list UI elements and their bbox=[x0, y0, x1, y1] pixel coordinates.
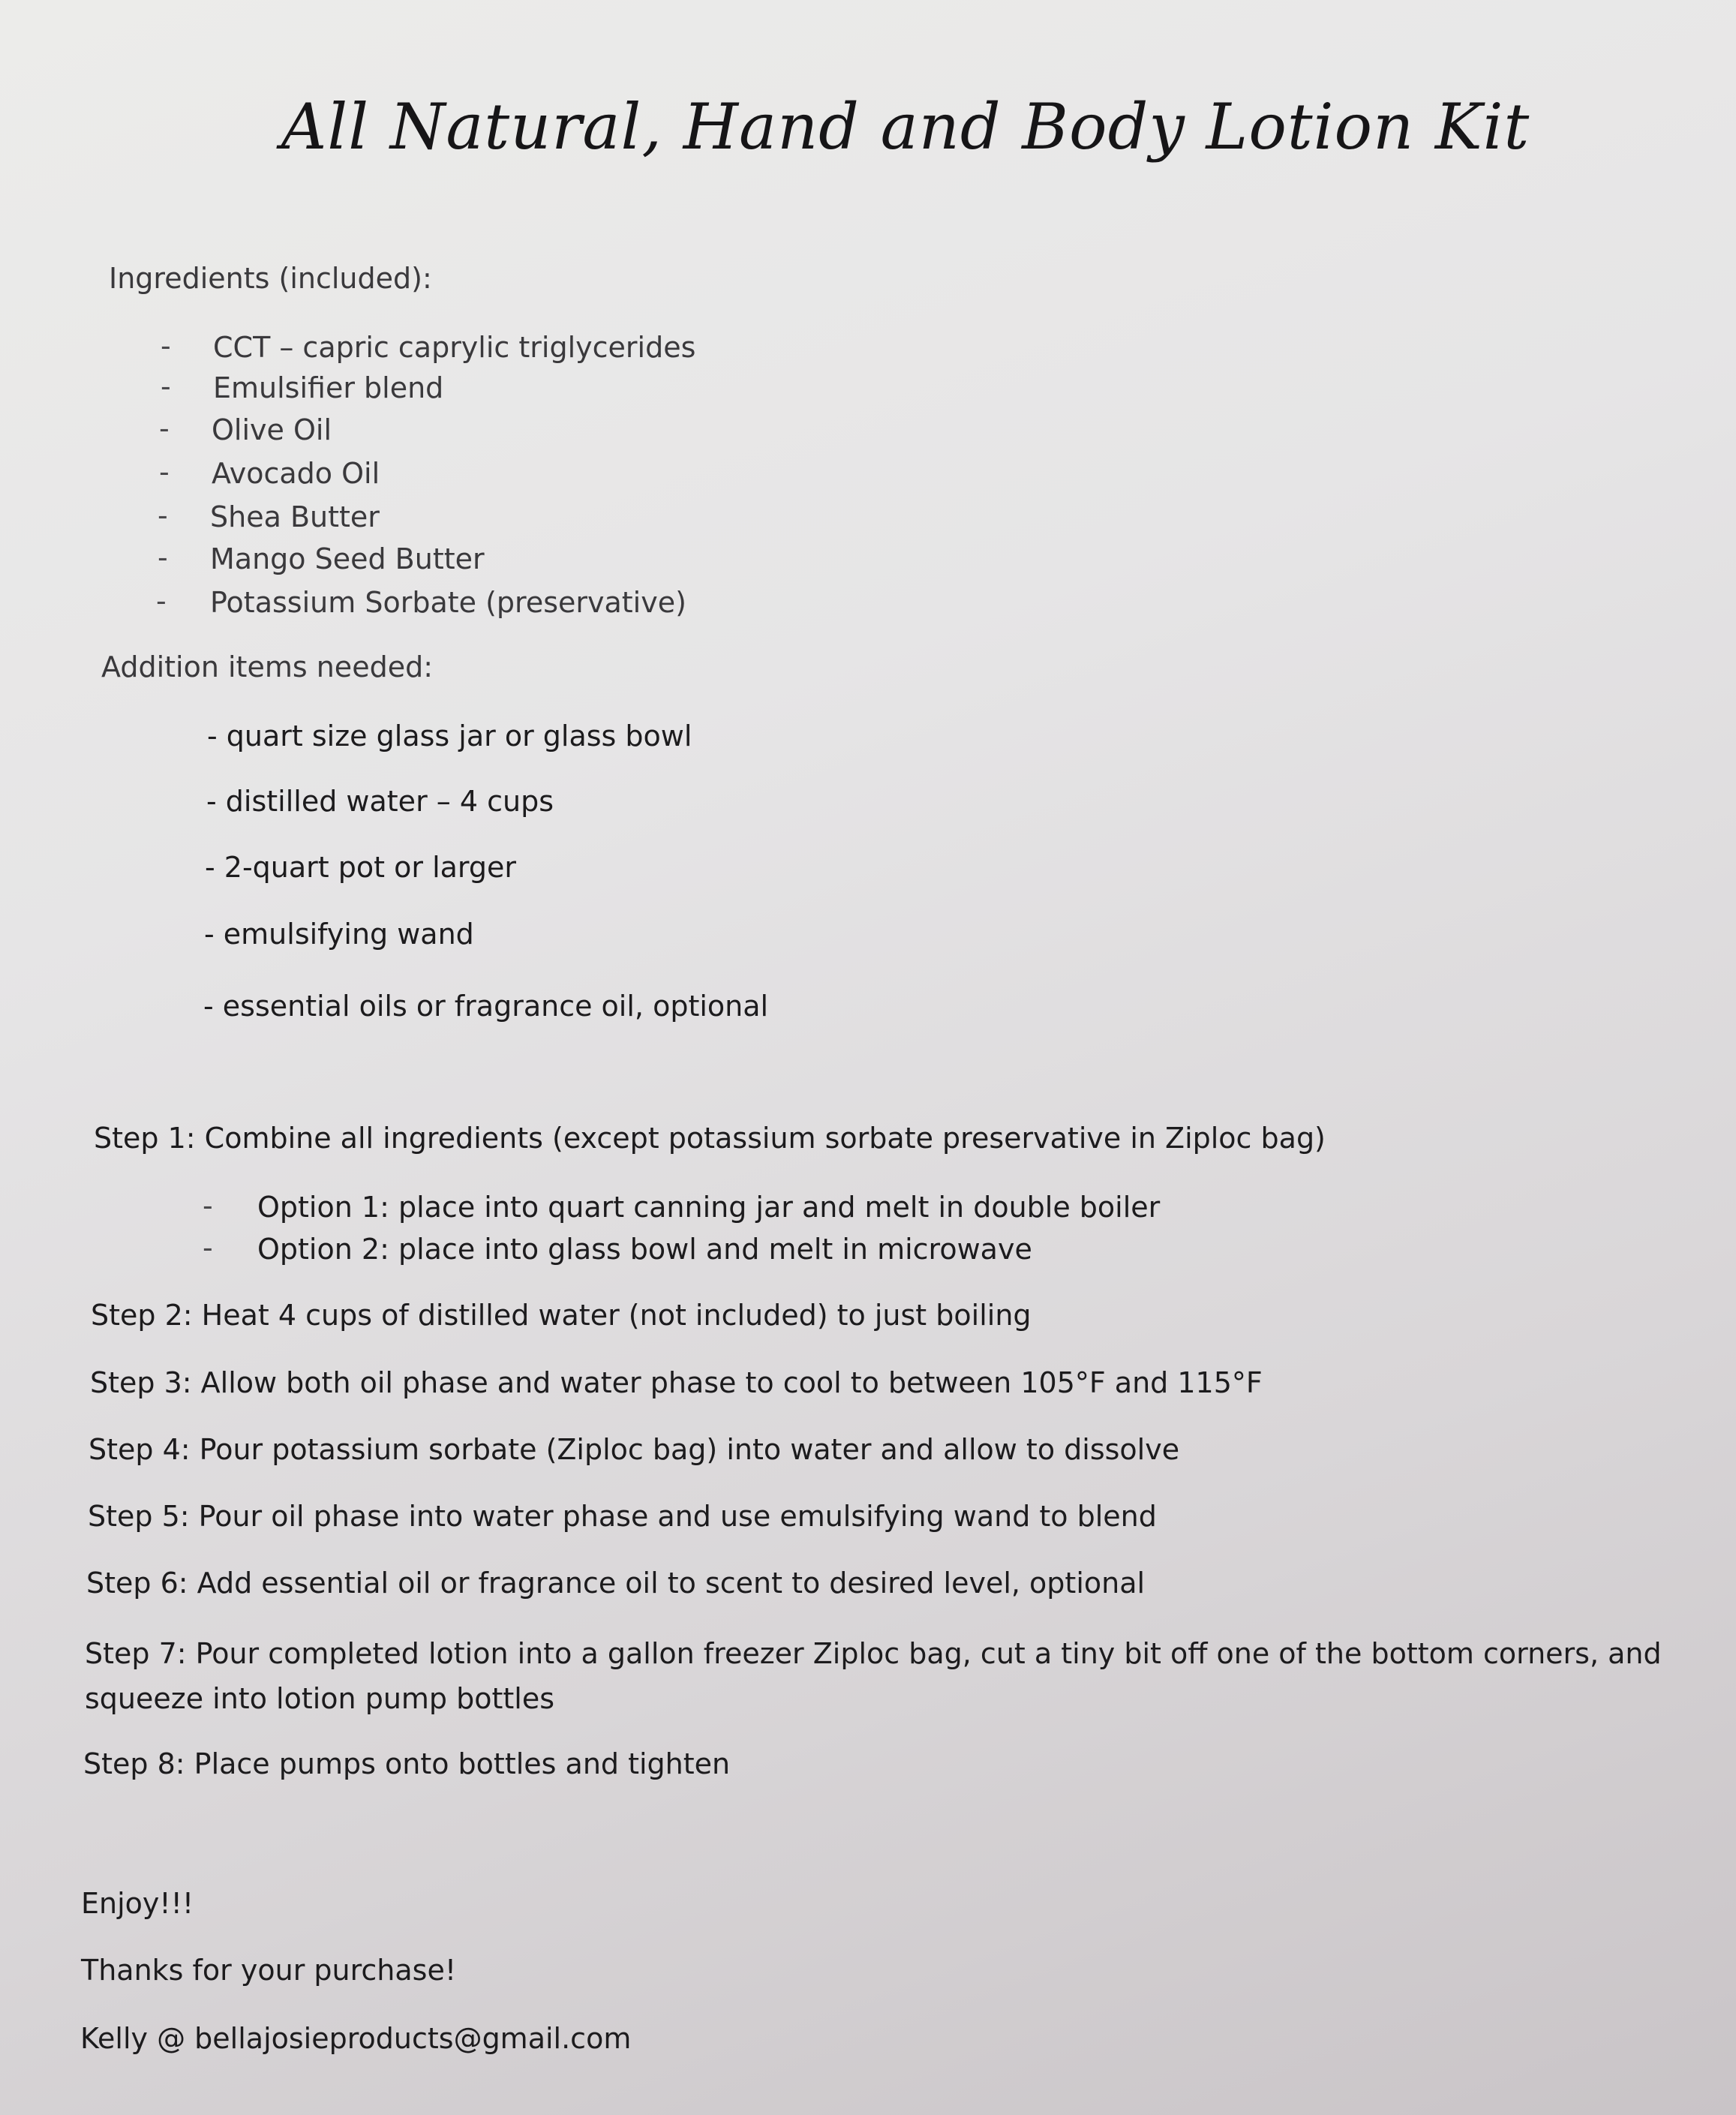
additional-item: - essential oils or fragrance oil, optional bbox=[203, 990, 769, 1023]
ingredient-item: Olive Oil bbox=[212, 413, 332, 446]
step-7: Step 7: Pour completed lotion into a gallon freezer Ziploc bag, cut a tiny bit off one of the bottom corners, and squeeze into lotion pump bottles bbox=[85, 1637, 1662, 1715]
contact-email: Kelly @ bellajosieproducts@gmail.com bbox=[80, 2022, 632, 2055]
page-title: All Natural, Hand and Body Lotion Kit bbox=[281, 90, 1530, 164]
step-5: Step 5: Pour oil phase into water phase and use emulsifying wand to blend bbox=[88, 1500, 1157, 1533]
bullet-dash: - bbox=[156, 584, 167, 617]
bullet-dash: - bbox=[158, 499, 168, 532]
additional-item: - distilled water – 4 cups bbox=[206, 785, 554, 818]
additional-items-heading: Addition items needed: bbox=[101, 650, 433, 683]
bullet-dash: - bbox=[158, 541, 168, 574]
step-1-option-2: Option 2: place into glass bowl and melt in microwave bbox=[257, 1233, 1032, 1266]
additional-item: - emulsifying wand bbox=[204, 918, 474, 951]
bullet-dash: - bbox=[161, 370, 171, 403]
ingredient-item: Mango Seed Butter bbox=[210, 542, 485, 575]
ingredient-item: Avocado Oil bbox=[212, 457, 380, 490]
step-2: Step 2: Heat 4 cups of distilled water (not included) to just boiling bbox=[91, 1299, 1032, 1332]
ingredients-heading: Ingredients (included): bbox=[109, 262, 432, 295]
ingredient-item: Emulsifier blend bbox=[213, 371, 444, 404]
bullet-dash: - bbox=[161, 329, 171, 362]
bullet-dash: - bbox=[159, 455, 170, 488]
additional-item: - quart size glass jar or glass bowl bbox=[207, 720, 692, 753]
ingredient-item: Potassium Sorbate (preservative) bbox=[210, 586, 686, 619]
ingredient-item: CCT – capric caprylic triglycerides bbox=[213, 331, 696, 364]
additional-item: - 2-quart pot or larger bbox=[205, 851, 516, 884]
closing-enjoy: Enjoy!!! bbox=[81, 1887, 194, 1920]
bullet-dash: - bbox=[203, 1231, 213, 1264]
step-1-option-1: Option 1: place into quart canning jar and melt in double boiler bbox=[257, 1191, 1161, 1224]
step-1: Step 1: Combine all ingredients (except potassium sorbate preservative in Ziploc bag) bbox=[94, 1122, 1326, 1155]
step-3: Step 3: Allow both oil phase and water phase to cool to between 105°F and 115°F bbox=[90, 1366, 1263, 1399]
step-6: Step 6: Add essential oil or fragrance oil to scent to desired level, optional bbox=[86, 1567, 1146, 1600]
ingredient-item: Shea Butter bbox=[210, 500, 380, 533]
closing-thanks: Thanks for your purchase! bbox=[81, 1954, 457, 1987]
bullet-dash: - bbox=[203, 1189, 213, 1222]
step-4: Step 4: Pour potassium sorbate (Ziploc bag) into water and allow to dissolve bbox=[89, 1433, 1180, 1466]
step-8: Step 8: Place pumps onto bottles and tighten bbox=[83, 1747, 731, 1780]
bullet-dash: - bbox=[159, 412, 170, 445]
